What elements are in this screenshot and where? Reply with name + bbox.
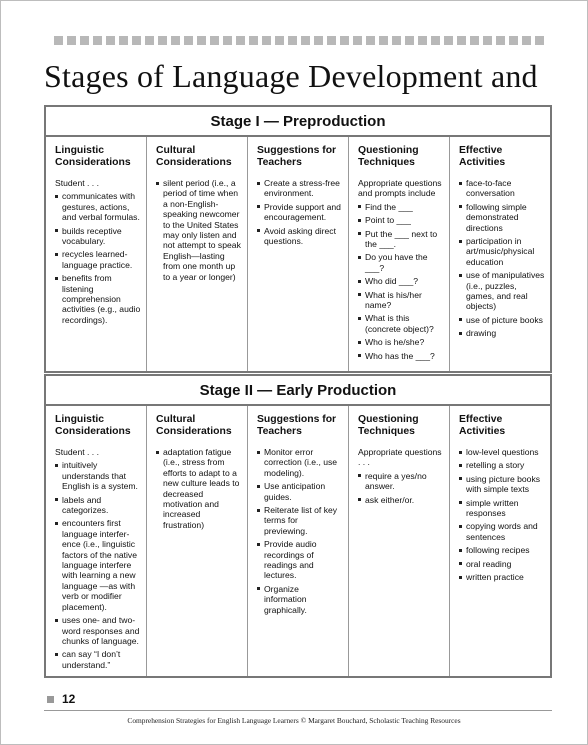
bullet-list xyxy=(358,471,444,505)
page-number-marker xyxy=(47,696,54,703)
list-item: uses one- and two- word responses and chunks of language. xyxy=(55,615,141,646)
stage-2-table xyxy=(44,374,552,678)
list-item: oral reading xyxy=(459,559,545,569)
column-header: Suggestions for Teachers xyxy=(257,414,337,437)
list-item: builds receptive vocabulary. xyxy=(55,226,141,247)
footer-divider xyxy=(44,710,552,711)
column-header: Suggestions for Teachers xyxy=(257,145,337,168)
stage-2-cultural-column xyxy=(147,406,248,676)
list-item: Who is he/she? xyxy=(358,337,444,347)
list-item: recycles learned- language practice. xyxy=(55,249,141,270)
stage-1-suggestions-column xyxy=(248,137,349,371)
list-item: use of manipulatives (i.e., puzzles, games, and real objects) xyxy=(459,270,545,312)
list-item: Do you have the ___? xyxy=(358,252,444,273)
list-item: Monitor error correction (i.e., use modeling). xyxy=(257,447,343,478)
list-item: require a yes/no answer. xyxy=(358,471,444,492)
list-item: Use anticipation guides. xyxy=(257,481,343,502)
list-item: face-to-face conversation xyxy=(459,178,545,199)
stage-2-heading: Stage II — Early Production xyxy=(46,376,550,406)
list-item: Put the ___ next to the ___. xyxy=(358,229,444,250)
list-item: Reiterate list of key terms for previewing. xyxy=(257,505,343,536)
list-item: use of picture books xyxy=(459,315,545,325)
column-header: Effective Activities xyxy=(459,145,506,168)
bullet-list xyxy=(156,447,242,530)
list-item: ask either/or. xyxy=(358,495,444,505)
stage-1-activities-column xyxy=(450,137,550,371)
list-item: following recipes xyxy=(459,545,545,555)
bullet-list xyxy=(459,447,545,582)
stage-2-activities-column xyxy=(450,406,550,676)
bullet-list xyxy=(55,460,141,670)
list-item: benefits from listening comprehension activities (e.g., audio recordings). xyxy=(55,273,141,325)
bullet-list xyxy=(156,178,242,282)
list-item: What is this (concrete object)? xyxy=(358,313,444,334)
list-item: copying words and sentences xyxy=(459,521,545,542)
stage-1-cultural-column xyxy=(147,137,248,371)
list-item: adaptation fatigue (i.e., stress from efforts to adapt to a new culture leads to decreased motivation and increased frustration) xyxy=(156,447,242,530)
list-item: silent period (i.e., a period of time when a non-English- speaking newcomer to the United States may only listen and not attempt to speak English—lasting from one month up to a year or longer) xyxy=(156,178,242,282)
list-item: participation in art/music/physical education xyxy=(459,236,545,267)
list-item: Who has the ___? xyxy=(358,351,444,361)
list-item: simple written responses xyxy=(459,498,545,519)
list-item: Who did ___? xyxy=(358,276,444,286)
list-item: following simple demonstrated directions xyxy=(459,202,545,233)
list-item: Provide support and encouragement. xyxy=(257,202,343,223)
bullet-list xyxy=(257,178,343,246)
list-item: What is his/her name? xyxy=(358,290,444,311)
column-header: Linguistic Considerations xyxy=(55,145,131,168)
stage-1-questioning-column xyxy=(349,137,450,371)
column-intro: Student . . . xyxy=(55,447,99,457)
stage-1-table xyxy=(44,105,552,373)
stage-2-suggestions-column xyxy=(248,406,349,676)
list-item: can say “I don’t understand.” xyxy=(55,649,141,670)
column-header: Questioning Techniques xyxy=(358,414,419,437)
stage-2-linguistic-column xyxy=(46,406,147,676)
list-item: drawing xyxy=(459,328,545,338)
bullet-list xyxy=(358,202,444,361)
column-header: Linguistic Considerations xyxy=(55,414,131,437)
list-item: encounters first language interfer- ence (i.e., linguistic factors of the native language interfere with learning a new language —as with verb or modifier placement). xyxy=(55,518,141,612)
list-item: retelling a story xyxy=(459,460,545,470)
list-item: Point to ___ xyxy=(358,215,444,225)
list-item: Create a stress-free environment. xyxy=(257,178,343,199)
list-item: written practice xyxy=(459,572,545,582)
stage-1-linguistic-column xyxy=(46,137,147,371)
column-header: Cultural Considerations xyxy=(156,414,232,437)
column-header: Questioning Techniques xyxy=(358,145,419,168)
column-header: Effective Activities xyxy=(459,414,506,437)
column-intro: Student . . . xyxy=(55,178,99,188)
bullet-list xyxy=(459,178,545,339)
list-item: Provide audio recordings of readings and lectures. xyxy=(257,539,343,581)
column-intro: Appropriate questions and prompts include xyxy=(358,178,442,199)
list-item: low-level questions xyxy=(459,447,545,457)
list-item: Find the ___ xyxy=(358,202,444,212)
page-number: 12 xyxy=(62,692,76,706)
list-item: Organize information graphically. xyxy=(257,584,343,615)
column-intro: Appropriate questions . . . xyxy=(358,447,442,468)
list-item: labels and categorizes. xyxy=(55,495,141,516)
footer-credit: Comprehension Strategies for English Language Learners © Margaret Bouchard, Scholastic Teaching Resources xyxy=(127,716,461,725)
bullet-list xyxy=(257,447,343,615)
bullet-list xyxy=(55,191,141,325)
list-item: using picture books with simple texts xyxy=(459,474,545,495)
column-header: Cultural Considerations xyxy=(156,145,232,168)
stage-1-heading: Stage I — Preproduction xyxy=(46,107,550,137)
decorative-dot-row xyxy=(54,36,544,45)
list-item: intuitively understands that English is a system. xyxy=(55,460,141,491)
stage-2-questioning-column xyxy=(349,406,450,676)
list-item: communicates with gestures, actions, and verbal formulas. xyxy=(55,191,141,222)
list-item: Avoid asking direct questions. xyxy=(257,226,343,247)
page-title: Stages of Language Development and xyxy=(44,58,538,94)
